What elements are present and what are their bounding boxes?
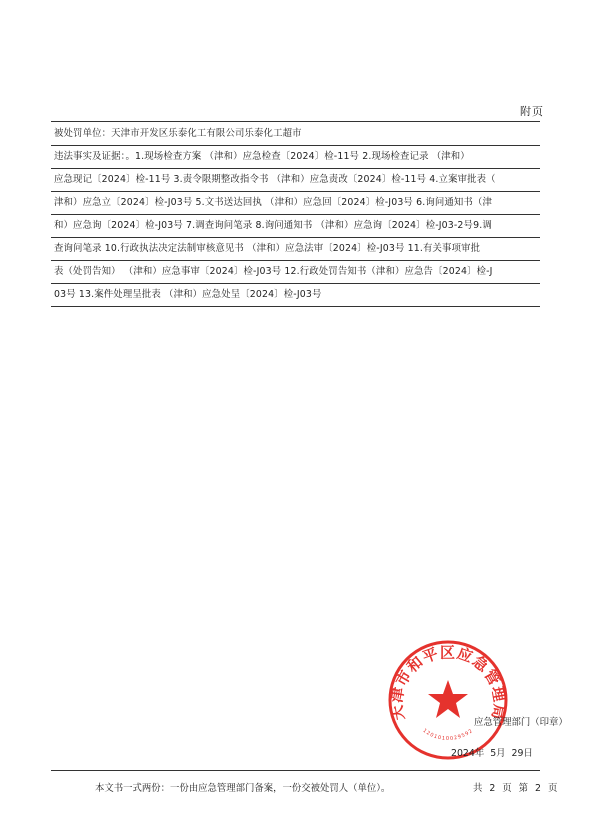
department-seal-label: 应急管理部门（印章） xyxy=(474,717,568,728)
evidence-line: 应急现记〔2024〕检-11号 3.责令限期整改指令书 （津和）应急责改〔2024〕检-11号 4.立案审批表（ xyxy=(54,174,496,185)
row-divider xyxy=(51,283,540,284)
issue-date: 2024年 5月 29日 xyxy=(451,748,533,759)
row-divider xyxy=(51,214,540,215)
top-divider xyxy=(51,121,540,122)
annex-label: 附页 xyxy=(520,105,544,118)
svg-text:天津市和平区应急管理局: 天津市和平区应急管理局 xyxy=(387,643,509,722)
row-divider xyxy=(51,260,540,261)
row-divider xyxy=(51,237,540,238)
svg-text:1201010029592: 1201010029592 xyxy=(421,727,475,742)
evidence-line: 表（处罚告知） （津和）应急事审〔2024〕检-J03号 12.行政处罚告知书（津和）应急告〔2024〕检-J xyxy=(54,266,493,277)
evidence-line: 和）应急询〔2024〕检-J03号 7.调查询问笔录 8.询问通知书 （津和）应急询〔2024〕检-J03-2号9.调 xyxy=(54,220,492,231)
evidence-line: 津和）应急立〔2024〕检-J03号 5.文书送达回执 （津和）应急回〔2024〕检-J03号 6.询问通知书（津 xyxy=(54,197,493,208)
official-seal-icon xyxy=(386,638,510,762)
copies-note: 本文书一式两份：一份由应急管理部门备案，一份交被处罚人（单位）。 xyxy=(95,783,391,794)
row-divider xyxy=(51,306,540,307)
row-divider xyxy=(51,168,540,169)
evidence-line: 03号 13.案件处理呈批表 （津和）应急处呈〔2024〕检-J03号 xyxy=(54,289,322,300)
penalized-unit-line: 被处罚单位：天津市开发区乐泰化工有限公司乐泰化工超市 xyxy=(54,128,302,139)
page-count: 共 2 页 第 2 页 xyxy=(473,783,558,794)
evidence-line: 查询问笔录 10.行政执法决定法制审核意见书 （津和）应急法审〔2024〕检-J03号 11.有关事项审批 xyxy=(54,243,481,254)
footer-divider xyxy=(51,770,540,771)
row-divider xyxy=(51,145,540,146)
row-divider xyxy=(51,191,540,192)
evidence-line: 违法事实及证据：。1.现场检查方案 （津和）应急检查〔2024〕检-11号 2.现场检查记录 （津和） xyxy=(54,151,470,162)
